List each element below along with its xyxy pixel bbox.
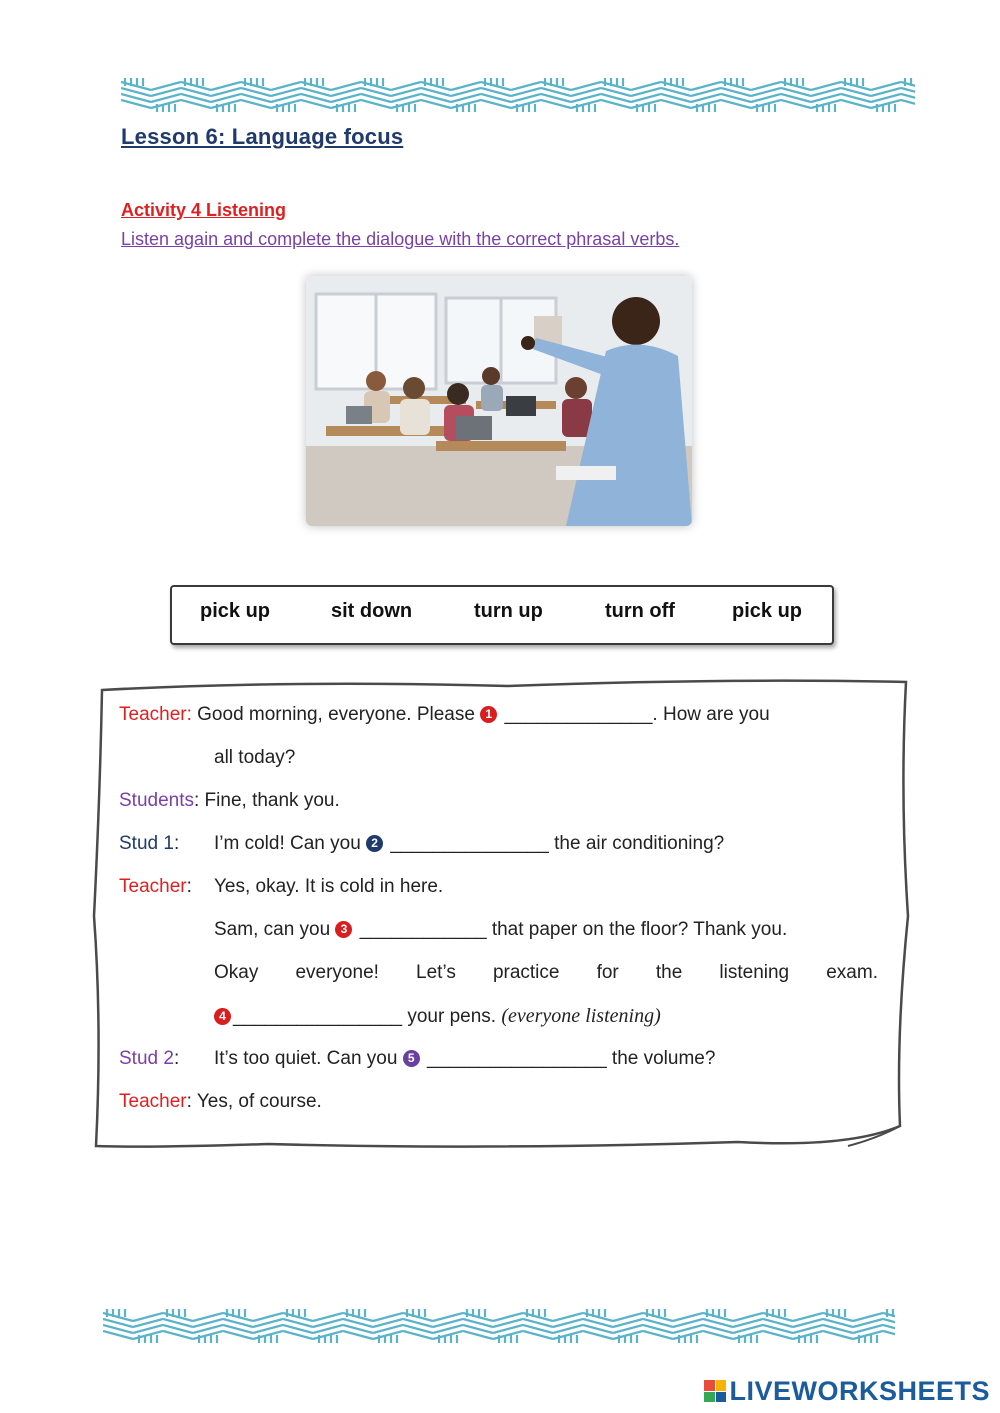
blank-3[interactable]: ____________ that paper on the floor? Thank you. xyxy=(354,919,788,940)
number-badge: 2 xyxy=(366,835,383,852)
word-bank xyxy=(170,585,834,645)
classroom-photo xyxy=(306,276,692,526)
dialogue-box xyxy=(88,676,914,1154)
lesson-title: Lesson 6: Language focus xyxy=(121,124,404,149)
number-badge: 5 xyxy=(403,1050,420,1067)
number-badge: 3 xyxy=(335,921,352,938)
word-bank-item: pick up xyxy=(732,600,803,622)
dialogue-line-2: all today? xyxy=(214,747,296,768)
dialogue-line-5: Teacher: xyxy=(119,876,192,897)
speaker-students: Students xyxy=(119,790,194,811)
dialogue-line-8 xyxy=(214,1005,661,1028)
number-badge: 4 xyxy=(214,1008,231,1025)
dialogue-line-9: Stud 2: xyxy=(119,1048,180,1069)
dialogue-line-7: Okay everyone! Let’s practice for the listening exam. xyxy=(214,962,878,983)
logo-text: LIVEWORKSHEETS xyxy=(729,1375,990,1406)
speaker-teacher: Teacher xyxy=(119,876,187,897)
blank-5[interactable]: _________________ the volume? xyxy=(421,1048,716,1069)
speaker-teacher: Teacher xyxy=(119,1091,187,1112)
stage-direction: (everyone listening) xyxy=(501,1005,661,1027)
bottom-decorative-band xyxy=(103,1309,895,1343)
dialogue-line-3: Students: Fine, thank you. xyxy=(119,790,340,811)
instruction-text: Listen again and complete the dialogue with the correct phrasal verbs. xyxy=(121,229,680,249)
dialogue-line-6: Sam, can you 3 ____________ that paper on the floor? Thank you. xyxy=(214,919,788,940)
blank-1[interactable]: ______________. How are you xyxy=(499,704,770,725)
liveworksheets-logo xyxy=(704,1376,990,1406)
dialogue-line-1: Teacher: Good morning, everyone. Please 1 ______________. How are you xyxy=(119,704,770,725)
number-badge: 1 xyxy=(480,706,497,723)
word-bank-item: turn off xyxy=(605,600,675,622)
speaker-stud2: Stud 2 xyxy=(119,1048,174,1069)
dialogue-line-10: Teacher: Yes, of course. xyxy=(119,1091,322,1112)
word-bank-item: pick up xyxy=(200,600,271,622)
word-bank-item: sit down xyxy=(331,600,413,622)
dialogue-line-4: Stud 1: xyxy=(119,833,180,854)
activity-title: Activity 4 Listening xyxy=(121,200,287,220)
blank-2[interactable]: _______________ the air conditioning? xyxy=(385,833,725,854)
speaker-teacher: Teacher: xyxy=(119,704,192,725)
word-bank-item: turn up xyxy=(474,600,543,622)
logo-mark-icon xyxy=(704,1380,726,1402)
blank-4[interactable]: ________________ your pens. xyxy=(233,1006,502,1027)
top-decorative-band xyxy=(121,78,915,112)
speaker-stud1: Stud 1 xyxy=(119,833,174,854)
